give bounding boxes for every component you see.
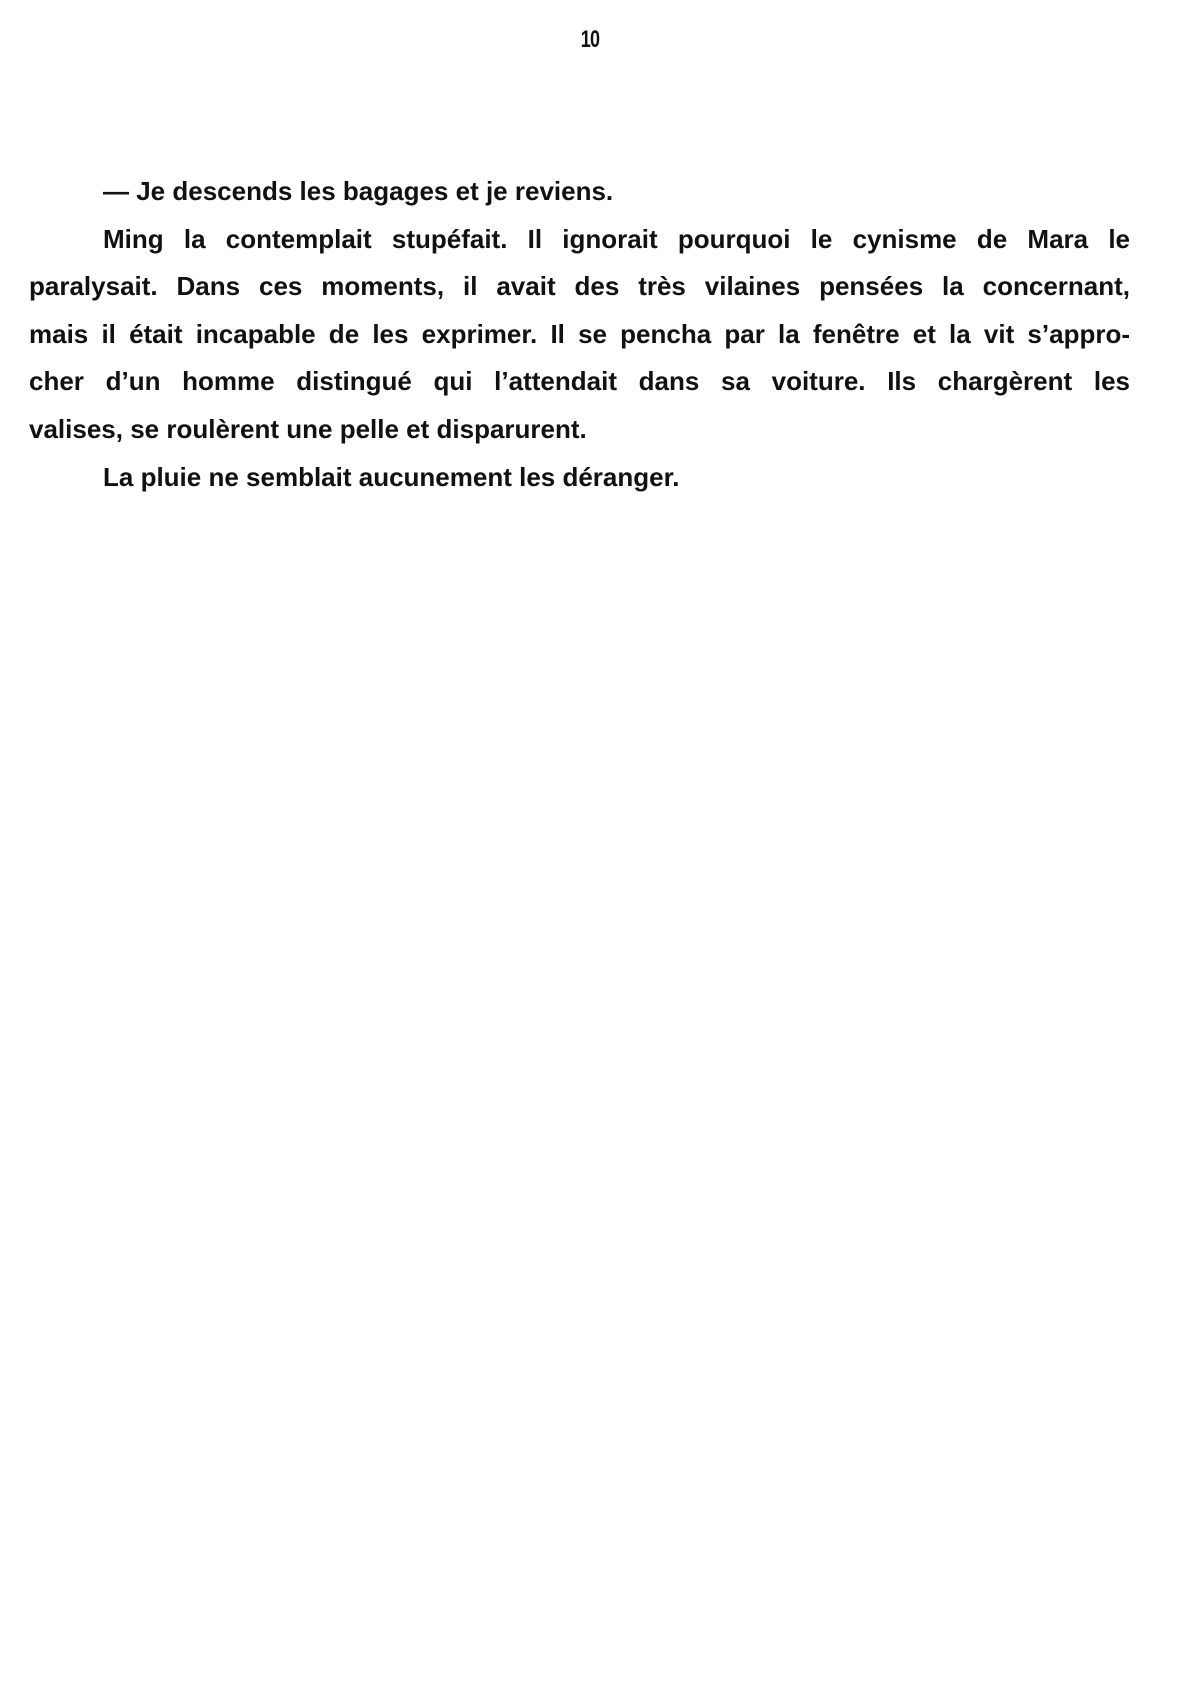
paragraph-line: paralysait. Dans ces moments, il avait des très vilaines pensées la concernant,: [29, 271, 1130, 302]
paragraph-line: mais il était incapable de les exprimer. Il se pencha par la fenêtre et la vit s’appro-: [29, 318, 1130, 349]
page-number: 10: [580, 26, 600, 53]
body-text: [29, 168, 1130, 501]
closing-line: La pluie ne semblait aucunement les déranger.: [103, 461, 680, 492]
dialogue-line: — Je descends les bagages et je reviens.: [103, 176, 614, 206]
paragraph-line: cher d’un homme distingué qui l’attendait dans sa voiture. Ils chargèrent les: [29, 366, 1130, 397]
paragraph-line: Ming la contemplait stupéfait. Il ignorait pourquoi le cynisme de Mara le: [103, 223, 1130, 254]
paragraph-line: valises, se roulèrent une pelle et disparurent.: [29, 413, 587, 444]
paragraph: [29, 216, 1130, 454]
